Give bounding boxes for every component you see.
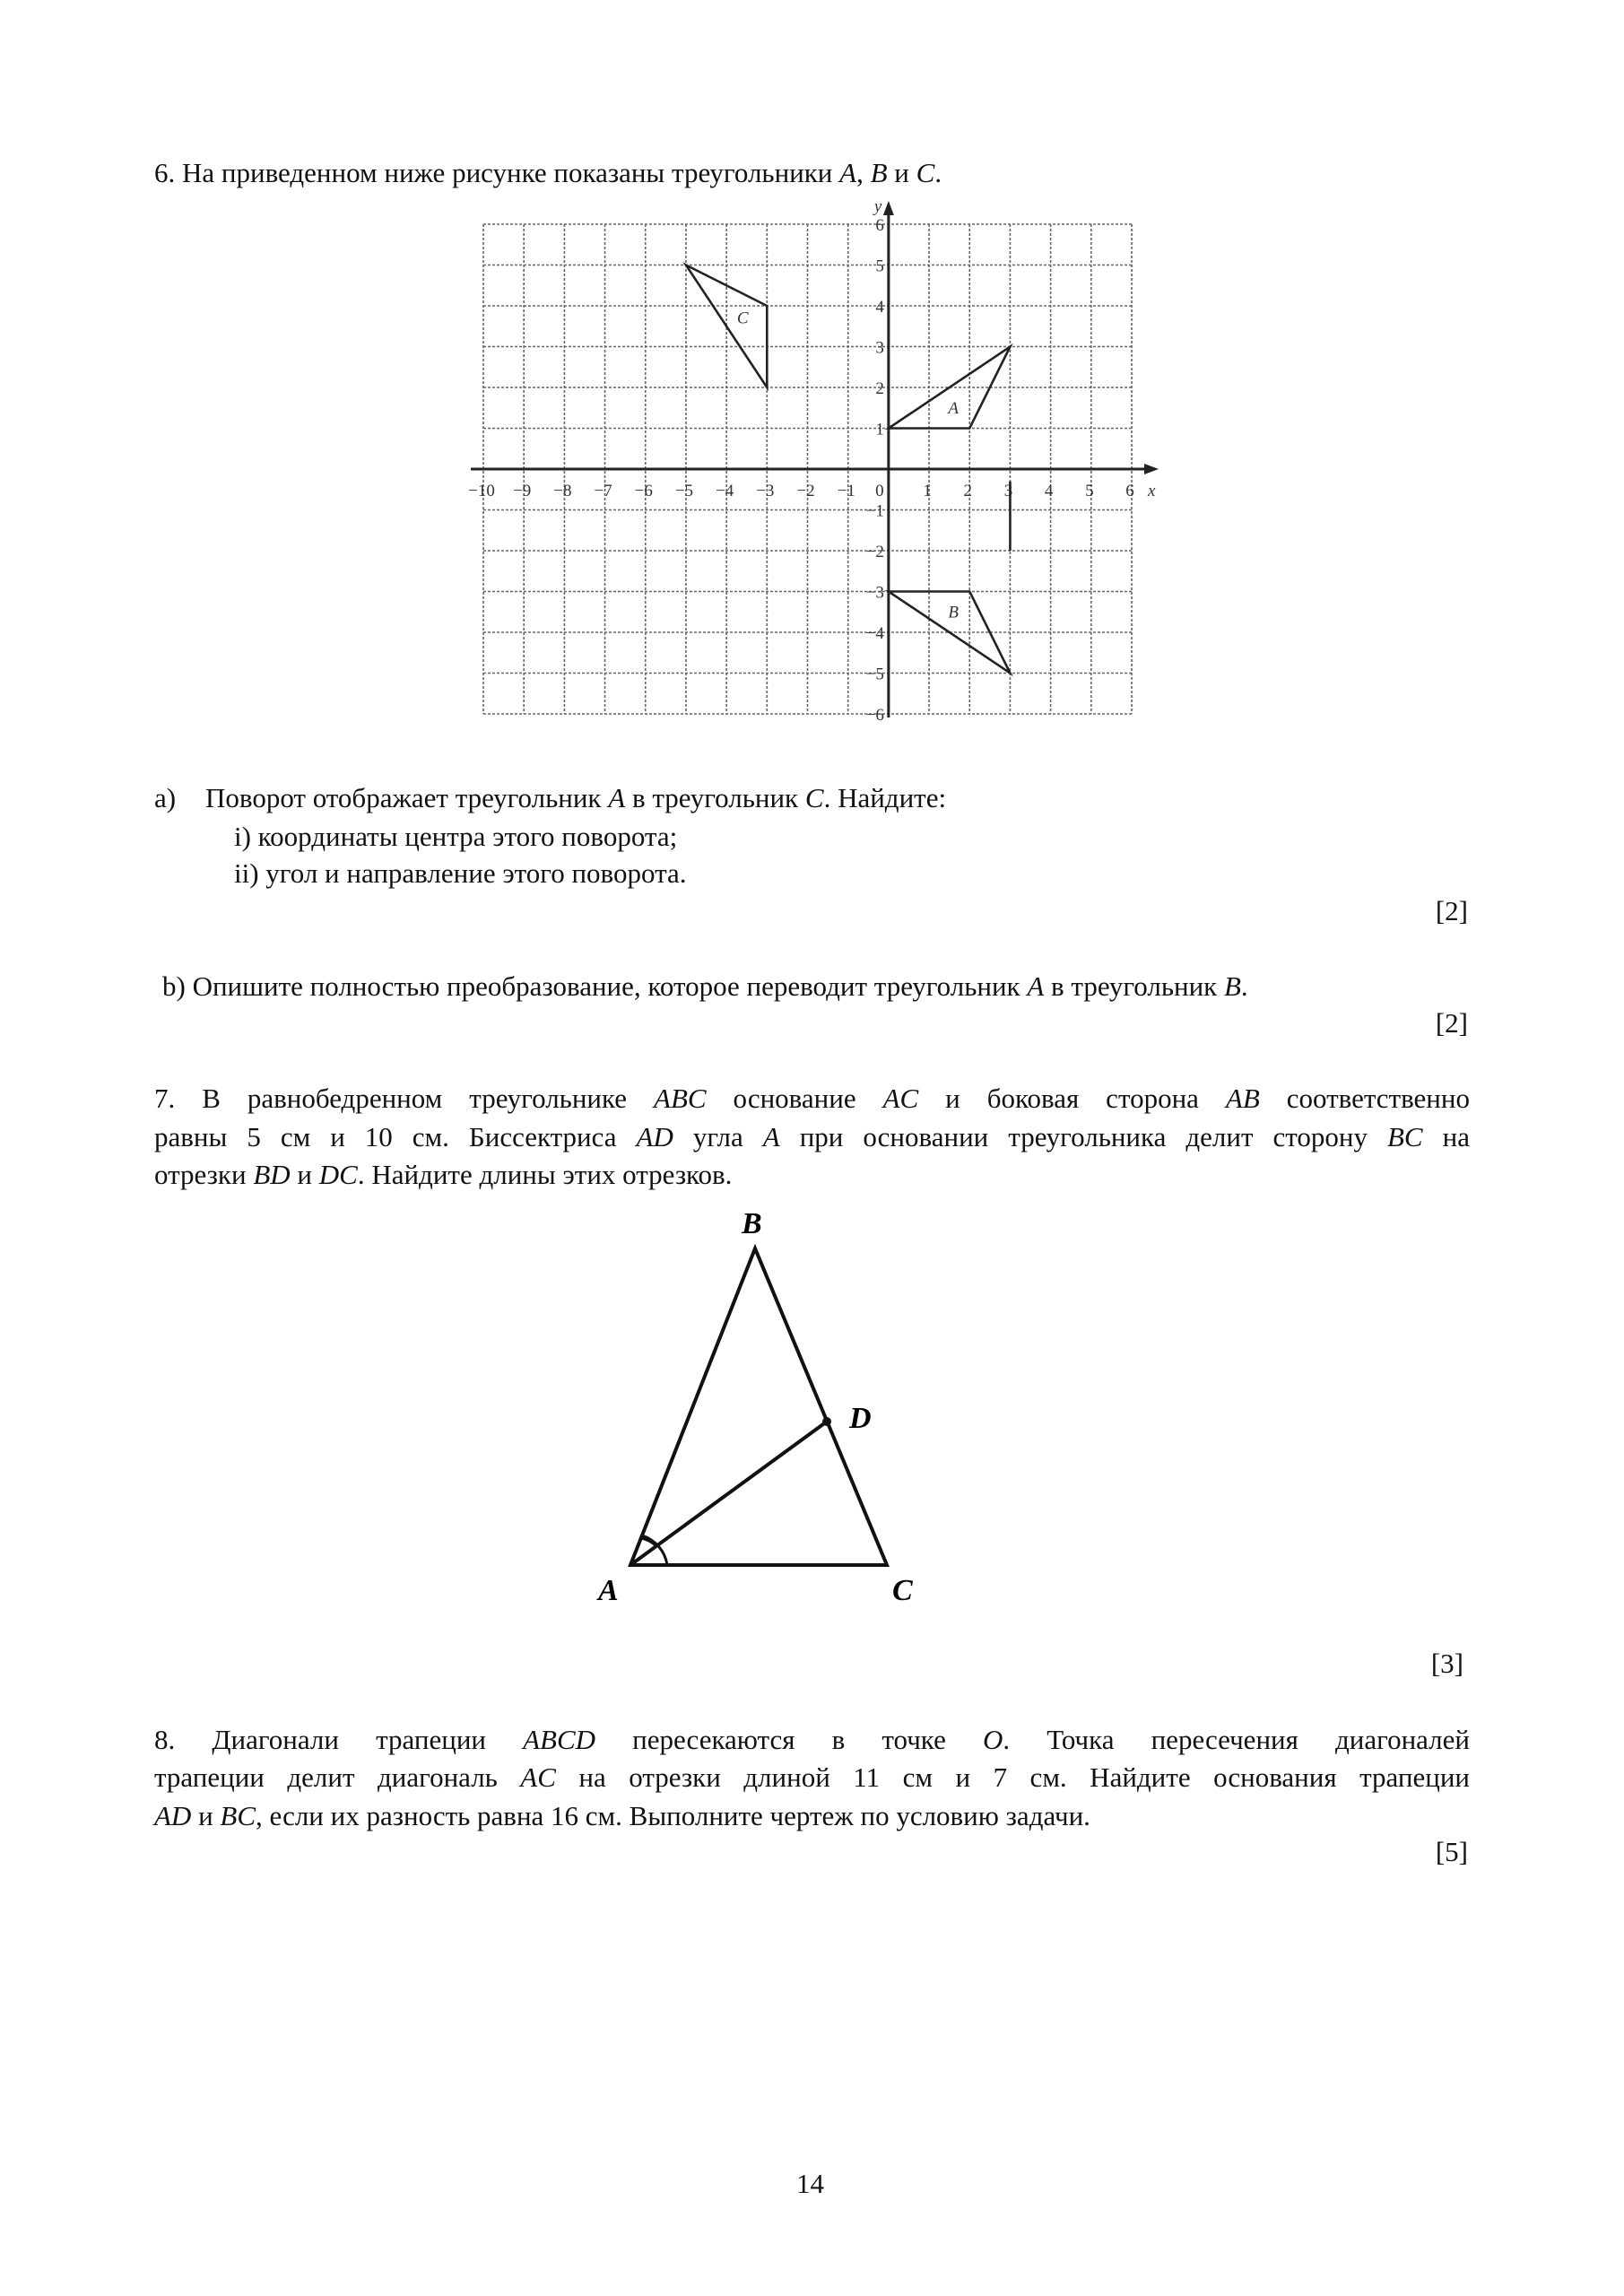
x-tick-label: 5 <box>1085 482 1094 500</box>
label-d: D <box>849 1402 872 1435</box>
page-number: 14 <box>796 2168 824 2199</box>
x-tick-label: −4 <box>716 482 734 500</box>
y-axis-label: y <box>873 197 882 216</box>
y-tick-label: 5 <box>875 257 884 276</box>
triangle-label-b: B <box>948 603 959 622</box>
q8-marks: [5] <box>1435 1836 1468 1867</box>
text-segment: на <box>1422 1121 1470 1152</box>
y-tick-label: 2 <box>875 379 884 398</box>
italic-symbol: AD <box>154 1800 192 1831</box>
italic-symbol: ABC <box>654 1083 707 1114</box>
text-segment: в треугольник <box>1044 970 1224 1002</box>
italic-symbol: A <box>1027 970 1045 1002</box>
text-segment: 6. На приведенном ниже рисунке показаны треугольники <box>154 157 840 188</box>
x-tick-label: 2 <box>963 482 972 500</box>
y-tick-label: 3 <box>875 338 884 358</box>
text-segment: угла <box>673 1121 763 1152</box>
y-tick-label: −2 <box>865 543 884 561</box>
x-tick-label: −2 <box>796 482 815 500</box>
italic-symbol: C <box>916 157 935 188</box>
italic-symbol: A <box>608 782 626 813</box>
x-tick-label: −3 <box>756 482 775 500</box>
italic-symbol: AD <box>636 1121 673 1152</box>
text-segment: b) Опишите полностью преобразование, которое переводит треугольник <box>162 970 1028 1002</box>
text-segment: соответственно <box>1259 1083 1470 1114</box>
text-segment: , <box>856 157 871 188</box>
italic-symbol: AC <box>520 1761 556 1793</box>
text-segment: . <box>1240 970 1248 1002</box>
point-d <box>822 1417 831 1426</box>
label-a: A <box>598 1574 619 1607</box>
text-segment: ii) угол и направление этого поворота. <box>234 857 687 889</box>
q8-line-1 <box>154 1721 1470 1759</box>
italic-symbol: A <box>839 157 857 188</box>
italic-symbol: BD <box>253 1159 291 1190</box>
text-segment: . Найдите: <box>823 782 947 813</box>
y-tick-label: −6 <box>865 706 884 725</box>
q8-line-3 <box>154 1797 1090 1835</box>
italic-symbol: C <box>804 782 824 813</box>
text-segment: при основании треугольника делит сторону <box>779 1121 1387 1152</box>
y-tick-label: −3 <box>865 583 884 603</box>
x-tick-label: 3 <box>1003 482 1013 500</box>
y-tick-label: 1 <box>875 420 884 439</box>
x-axis-label: x <box>1148 482 1156 500</box>
italic-symbol: ABCD <box>523 1724 596 1755</box>
x-tick-label: −8 <box>553 482 572 500</box>
x-tick-label: −9 <box>513 482 532 500</box>
triangle-label-a: A <box>948 398 959 418</box>
text-segment: основание <box>706 1083 883 1114</box>
text-segment: 7. В равнобедренном треугольнике <box>154 1083 655 1114</box>
text-segment: . Точка пересечения диагоналей <box>1003 1724 1471 1755</box>
text-segment: в треугольник <box>625 782 805 813</box>
q8-line-2 <box>154 1759 1470 1796</box>
text-segment: и <box>191 1800 221 1831</box>
italic-symbol: BC <box>220 1800 256 1831</box>
label-c: C <box>892 1574 913 1607</box>
x-tick-label: −10 <box>468 482 495 500</box>
text-segment: на отрезки длиной 11 см и 7 см. Найдите основания трапеции <box>555 1761 1471 1793</box>
italic-symbol: BC <box>1387 1121 1423 1152</box>
text-segment: . Найдите длины этих отрезков. <box>357 1159 733 1190</box>
y-tick-label: −4 <box>865 624 884 643</box>
y-tick-label: 4 <box>875 298 884 317</box>
italic-symbol: B <box>1223 970 1241 1002</box>
q6a-marks: [2] <box>1435 895 1468 926</box>
text-segment: и боковая сторона <box>918 1083 1226 1114</box>
italic-symbol: B <box>870 157 888 188</box>
x-tick-label: −1 <box>837 482 855 500</box>
text-segment: Поворот отображает треугольник <box>205 782 609 813</box>
label-b: B <box>742 1207 762 1240</box>
text-segment: и <box>887 157 916 188</box>
text-segment: , если их разность равна 16 см. Выполните чертеж по условию задачи. <box>256 1800 1090 1831</box>
x-tick-label: 1 <box>923 482 932 500</box>
italic-symbol: DC <box>318 1159 358 1190</box>
x-tick-label: −6 <box>634 482 653 500</box>
text-segment: i) координаты центра этого поворота; <box>234 821 678 852</box>
italic-symbol: O <box>982 1724 1003 1755</box>
italic-symbol: A <box>762 1121 780 1152</box>
x-tick-label: −7 <box>594 482 612 500</box>
y-tick-label: 6 <box>875 216 884 235</box>
triangle-label-c: C <box>736 309 749 328</box>
y-tick-label: −5 <box>865 665 884 684</box>
q7-marks: [3] <box>1430 1648 1463 1679</box>
text-segment: трапеции делит диагональ <box>154 1761 521 1793</box>
x-tick-label: 0 <box>875 482 884 500</box>
text-segment: отрезки <box>154 1159 254 1190</box>
text-segment: . <box>934 157 942 188</box>
x-tick-label: −5 <box>674 482 694 500</box>
italic-symbol: AB <box>1225 1083 1260 1114</box>
text-segment: равны 5 см и 10 см. Биссектриса <box>154 1121 637 1152</box>
x-tick-label: 6 <box>1125 482 1134 500</box>
text-segment: пересекаются в точке <box>595 1724 983 1755</box>
x-tick-label: 4 <box>1044 482 1054 500</box>
italic-symbol: AC <box>882 1083 919 1114</box>
text-segment: и <box>290 1159 319 1190</box>
y-tick-label: −1 <box>865 501 884 521</box>
q6b-marks: [2] <box>1435 1007 1468 1039</box>
q6a-label: a) <box>154 782 177 813</box>
text-segment: 8. Диагонали трапеции <box>154 1724 524 1755</box>
